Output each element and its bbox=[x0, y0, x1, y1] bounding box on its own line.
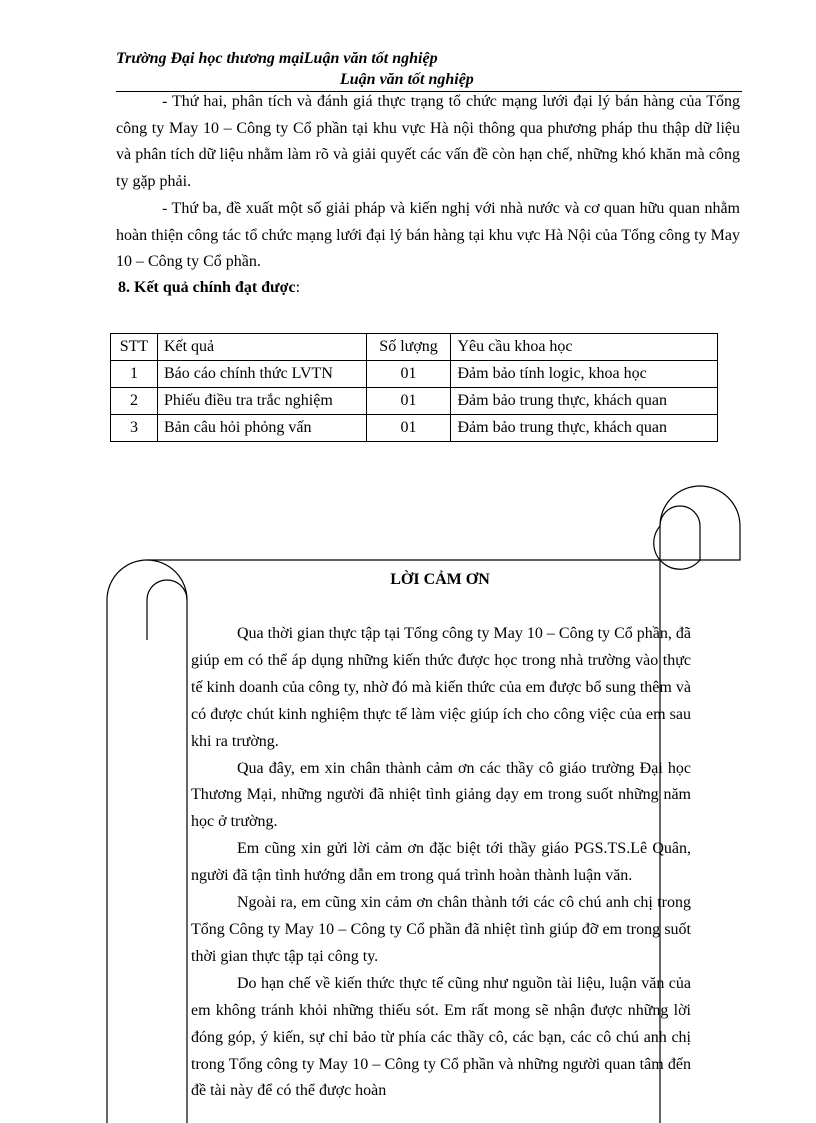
running-header-subtitle: Luận văn tốt nghiệp bbox=[340, 71, 474, 88]
scroll-curl-left-inner bbox=[147, 560, 187, 1123]
paragraph-second-objective: - Thứ hai, phân tích và đánh giá thực trạng tổ chức mạng lưới đại lý bán hàng của Tổng công ty May 10 – Công ty Cổ phần tại khu vực Hà nội thông qua phương pháp thu thập dữ liệu và phân tích dữ liệu nhằm làm rõ và giải quyết các vấn đề còn hạn chế, những khó khăn mà công ty gặp phải. bbox=[116, 93, 740, 191]
table-cell: 2 bbox=[111, 388, 158, 415]
section-heading-text: 8. Kết quả chính đạt được bbox=[118, 279, 296, 296]
table-cell: 3 bbox=[111, 415, 158, 442]
table-cell: Đảm bảo trung thực, khách quan bbox=[451, 415, 718, 442]
acknowledgement-paragraph: Em cũng xin gửi lời cảm ơn đặc biệt tới thầy giáo PGS.TS.Lê Quân, người đã tận tình hướng dẫn em trong quá trình hoàn thành luận văn. bbox=[191, 840, 691, 885]
table-header-cell: Kết quả bbox=[157, 334, 366, 361]
table-header-cell: Số lượng bbox=[366, 334, 451, 361]
running-header-title: Trường Đại học thương mạiLuận văn tốt nghiệp bbox=[116, 50, 438, 67]
section-heading-colon: : bbox=[295, 279, 301, 296]
table-cell: Phiếu điều tra trắc nghiệm bbox=[157, 388, 366, 415]
acknowledgement-title: LỜI CẢM ƠN bbox=[390, 571, 490, 588]
table-header-cell: Yêu cầu khoa học bbox=[451, 334, 718, 361]
acknowledgement-text bbox=[191, 621, 691, 1105]
table-cell: Đảm bảo tính logic, khoa học bbox=[451, 361, 718, 388]
table-cell: 01 bbox=[366, 361, 451, 388]
acknowledgement-paragraph: Do hạn chế về kiến thức thực tế cũng như nguồn tài liệu, luận văn của em không tránh khỏi những thiếu sót. Em rất mong sẽ nhận được những lời đóng góp, ý kiến, sự chỉ bảo từ phía các thầy cô, các bạn, các cô chú anh chị trong Tổng công ty May 10 – Công ty Cổ phần và những người quan tâm đến đề tài này để có thể được hoàn bbox=[191, 974, 691, 1100]
table-header-cell: STT bbox=[111, 334, 158, 361]
table-cell: Bản câu hỏi phỏng vấn bbox=[157, 415, 366, 442]
scroll-curl-left bbox=[107, 560, 147, 1123]
acknowledgement-paragraph: Ngoài ra, em cũng xin cảm ơn chân thành tới các cô chú anh chị trong Tổng Công ty May 10 – Công ty Cổ phần đã nhiệt tình giúp đỡ em trong suốt thời gian thực tập tại công ty. bbox=[191, 894, 691, 965]
table-cell: Báo cáo chính thức LVTN bbox=[157, 361, 366, 388]
acknowledgement-paragraph: Qua đây, em xin chân thành cảm ơn các thầy cô giáo trường Đại học Thương Mại, những người đã nhiệt tình giảng dạy em trong suốt những năm học ở trường. bbox=[191, 759, 691, 831]
table-cell: 1 bbox=[111, 361, 158, 388]
paragraph-third-objective: - Thứ ba, đề xuất một số giải pháp và kiến nghị với nhà nước và cơ quan hữu quan nhằm hoàn thiện công tác tổ chức mạng lưới đại lý bán hàng tại khu vực Hà Nội của Tổng công ty May 10 – Công ty Cổ phần. bbox=[116, 199, 740, 271]
scroll-curl-left-loop bbox=[147, 580, 187, 640]
table-cell: Đảm bảo trung thực, khách quan bbox=[451, 388, 718, 415]
table-cell: 01 bbox=[366, 415, 451, 442]
acknowledgement-paragraph: Qua thời gian thực tập tại Tổng công ty May 10 – Công ty Cổ phần, đã giúp em có thể áp dụng những kiến thức được học trong nhà trường vào thực tế kinh doanh của công ty, nhờ đó mà kiến thức của em được bổ sung thêm và có được chút kinh nghiệm thực tế làm việc giúp ích cho công việc của em sau khi ra trường. bbox=[191, 625, 691, 750]
table-cell: 01 bbox=[366, 388, 451, 415]
